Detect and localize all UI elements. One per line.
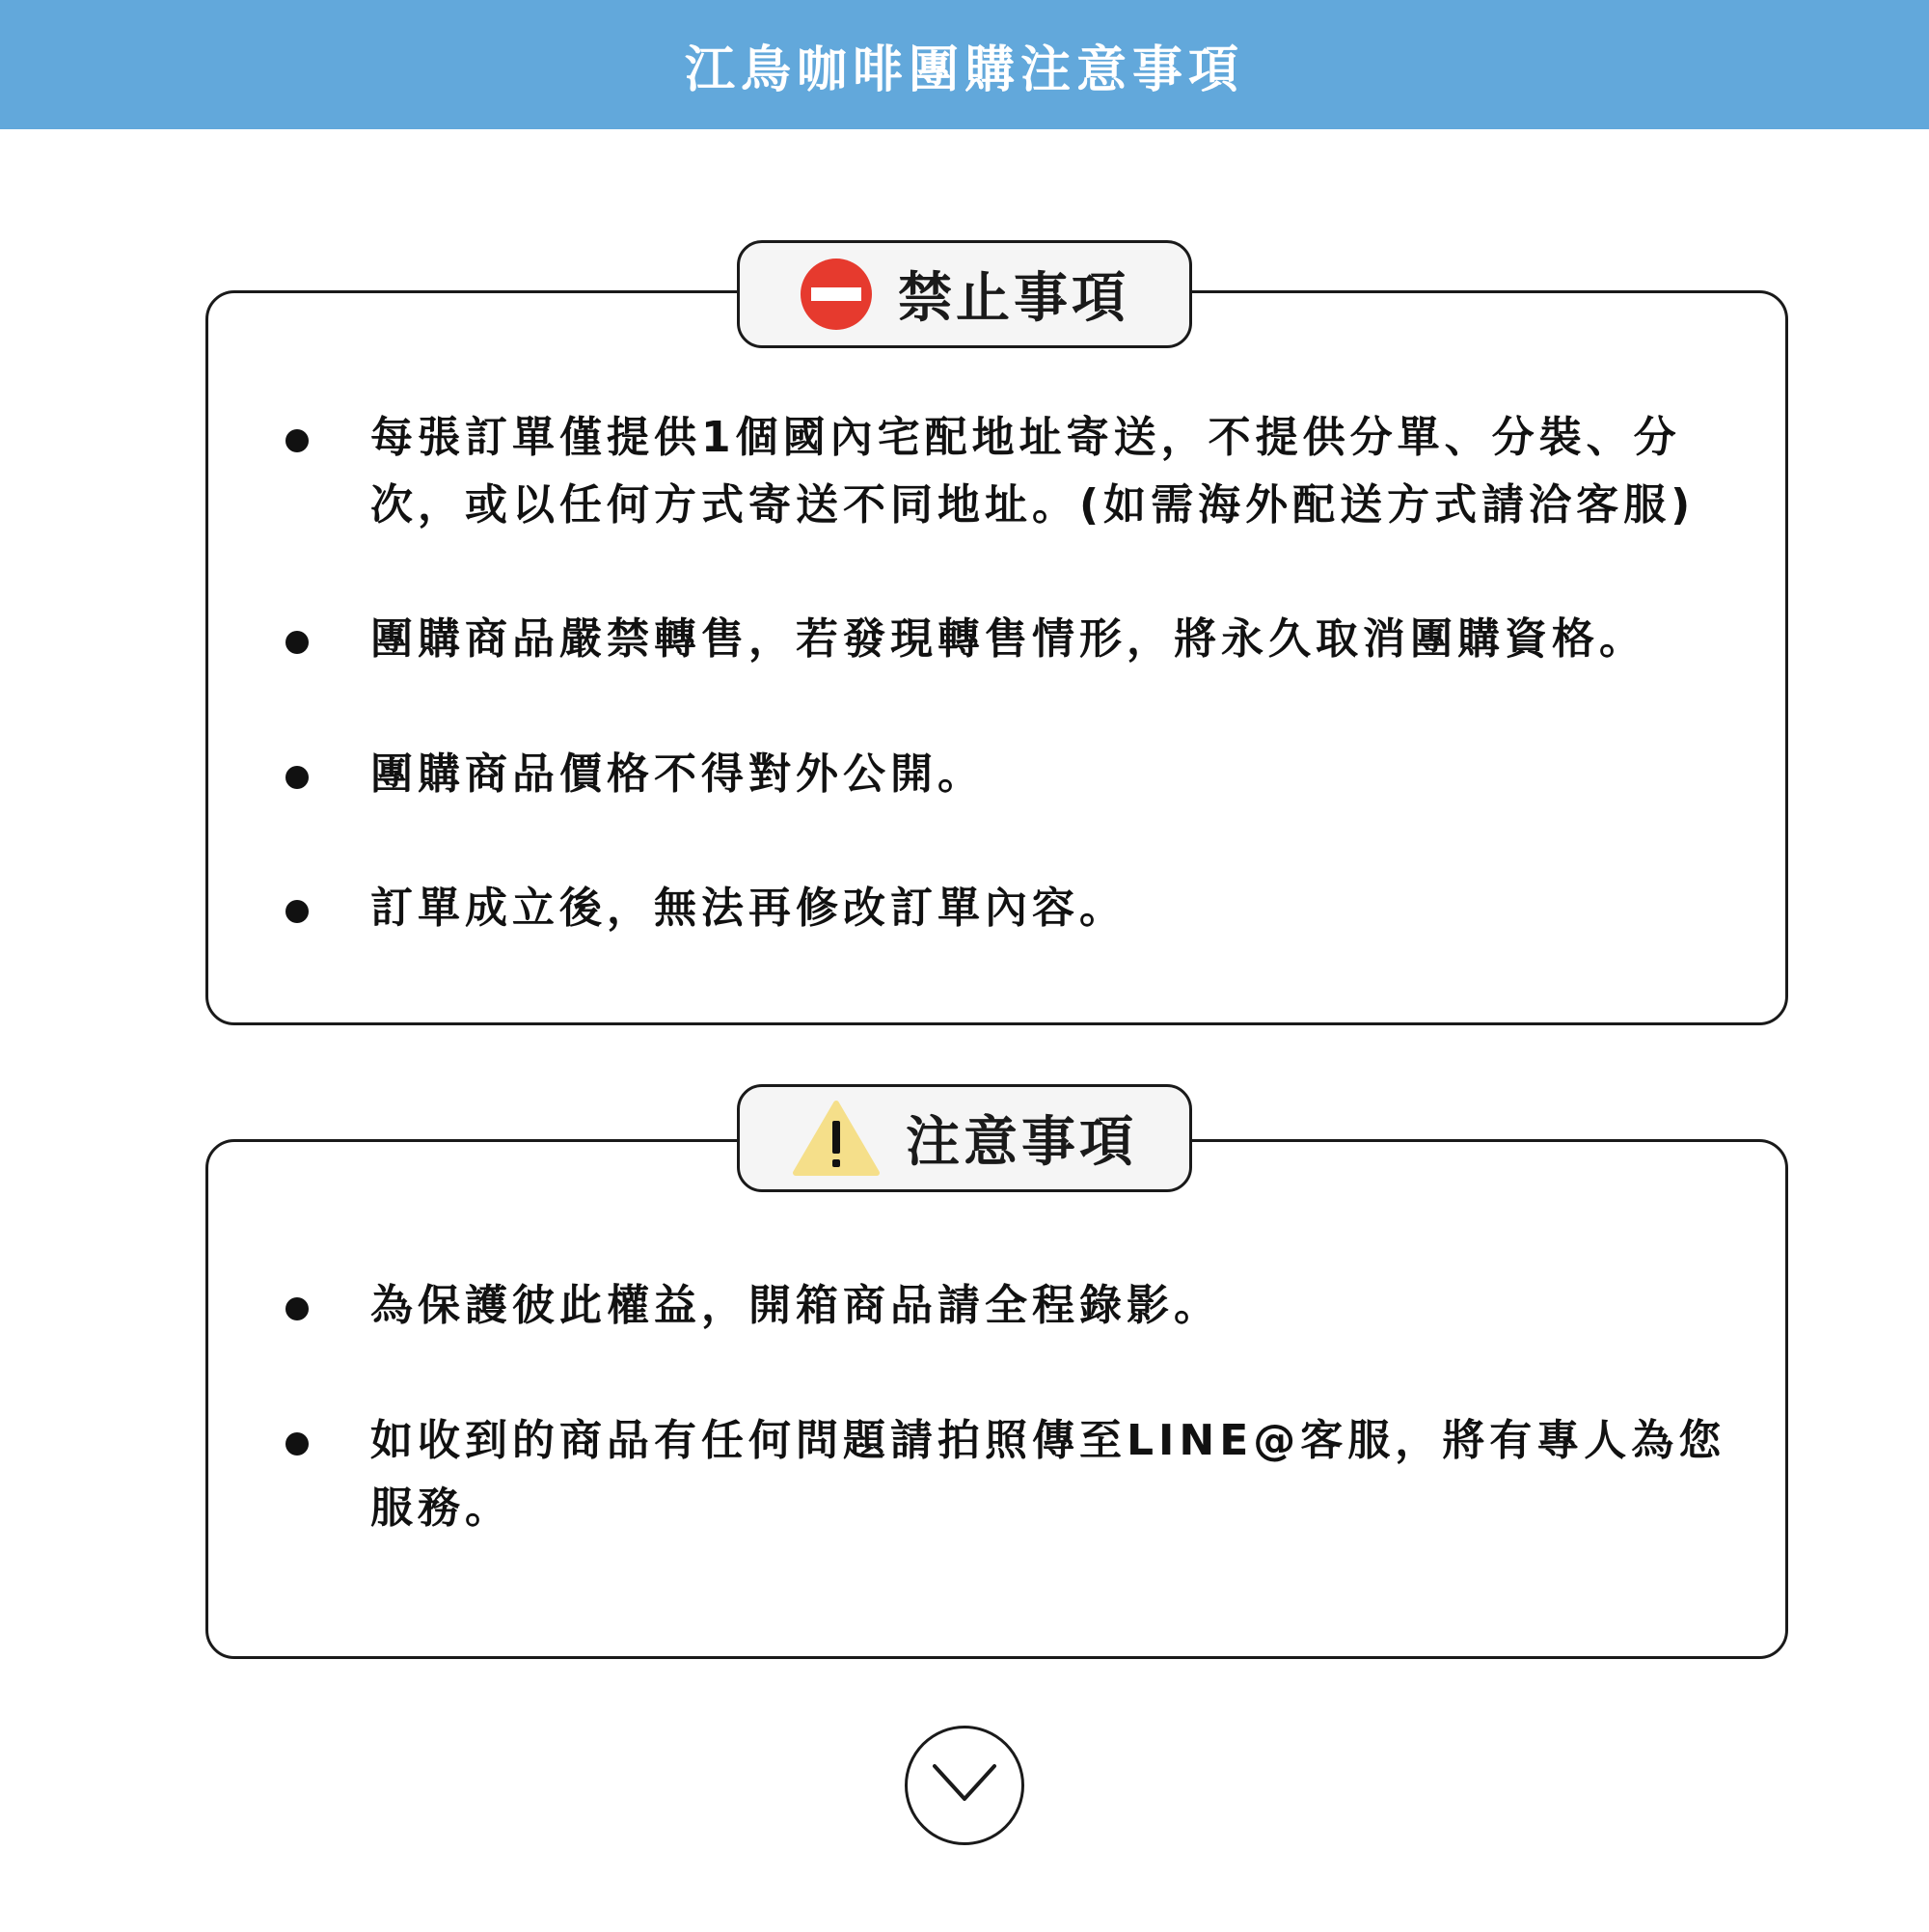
header-banner — [0, 0, 1929, 129]
warning-icon — [792, 1100, 881, 1177]
bullet — [285, 766, 309, 789]
list-item-text: 團購商品價格不得對外公開。 — [370, 749, 985, 799]
prohibited-title: 禁止事項 — [898, 267, 1129, 330]
list-item — [285, 404, 1752, 539]
list-item — [285, 1407, 1752, 1542]
notice-panel — [205, 1139, 1788, 1659]
list-item-text: 團購商品嚴禁轉售，若發現轉售情形，將永久取消團購資格。 — [370, 614, 1646, 664]
bullet — [285, 631, 309, 654]
list-item — [285, 875, 1752, 942]
page-title: 江鳥咖啡團購注意事項 — [684, 41, 1244, 99]
no-entry-icon — [800, 258, 873, 331]
bullet — [285, 1432, 309, 1456]
list-item-text: 如收到的商品有任何問題請拍照傳至LINE@客服，將有專人為您服務。 — [370, 1416, 1726, 1533]
list-item — [285, 741, 1752, 808]
bullet — [285, 1297, 309, 1320]
prohibited-panel — [205, 290, 1788, 1025]
notice-title: 注意事項 — [906, 1111, 1137, 1174]
scroll-down-button[interactable] — [905, 1726, 1024, 1845]
bullet — [285, 900, 309, 923]
list-item-text: 訂單成立後，無法再修改訂單內容。 — [370, 884, 1127, 933]
list-item — [285, 1272, 1752, 1340]
list-item-text: 為保護彼此權益，開箱商品請全程錄影。 — [370, 1281, 1221, 1330]
list-item-text: 每張訂單僅提供1個國內宅配地址寄送，不提供分單、分裝、分次，或以任何方式寄送不同地址。(如需海外配送方式請洽客服) — [370, 413, 1696, 530]
chevron-down-icon — [931, 1762, 998, 1809]
bullet — [285, 429, 309, 452]
list-item — [285, 606, 1752, 673]
prohibited-label — [737, 240, 1192, 348]
notice-label — [737, 1084, 1192, 1192]
